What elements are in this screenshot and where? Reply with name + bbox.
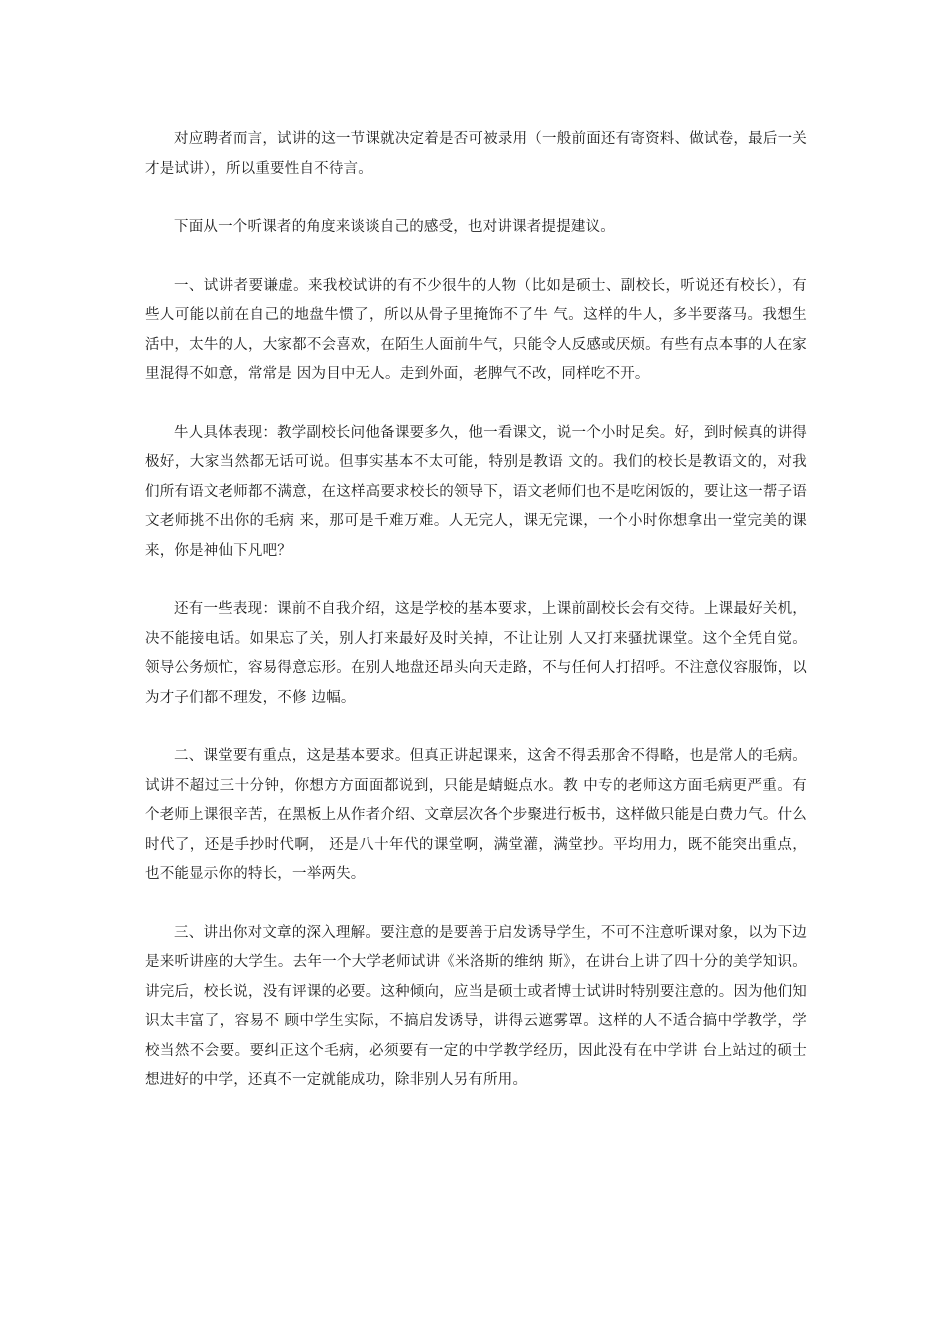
paragraph-intro: 对应聘者而言，试讲的这一节课就决定着是否可被录用（一般前面还有寄资料、做试卷，最后一关才是试讲），所以重要性自不待言。 [145, 131, 807, 177]
paragraph-point-three: 三、讲出你对文章的深入理解。要注意的是要善于启发诱导学生，不可不注意听课对象，以为下边是来听讲座的大学生。去年一个大学老师试讲《米洛斯的维纳 斯》，在讲台上讲了四十分的美学知识。讲完后，校长说，没有评课的必要。这种倾向，应当是硕士或者博士试讲时特别要注意的。因为他们知识太丰富了，容易不 顾中学生实际，不搞启发诱导，讲得云遮雾罩。这样的人不适合搞中学教学，学校当然不会要。要纠正这个毛病，必须要有一定的中学教学经历，因此没有在中学讲 台上站过的硕士想进好的中学，还真不一定就能成功，除非别人另有所用。 [145, 924, 807, 1088]
paragraph-perspective: 下面从一个听课者的角度来谈谈自己的感受，也对讲课者提提建议。 [174, 219, 615, 235]
paragraph-other-behaviors: 还有一些表现：课前不自我介绍，这是学校的基本要求，上课前副校长会有交待。上课最好关机，决不能接电话。如果忘了关，别人打来最好及时关掉，不让让别 人又打来骚扰课堂。这个全凭自觉。领导公务烦忙，容易得意忘形。在别人地盘还昂头向天走路，不与任何人打招呼。不注意仪容服饰，以为才子们都不理发，不修 边幅。 [145, 601, 807, 706]
paragraph-point-two: 二、课堂要有重点，这是基本要求。但真正讲起课来，这舍不得丢那舍不得略，也是常人的毛病。试讲不超过三十分钟，你想方方面面都说到，只能是蜻蜓点水。教 中专的老师这方面毛病更严重。有个老师上课很辛苦，在黑板上从作者介绍、文章层次各个步聚进行板书，这样做只能是白费力气。什么时代了，还是手抄时代啊， 还是八十年代的课堂啊，满堂灌，满堂抄。平均用力，既不能突出重点，也不能显示你的特长，一举两失。 [145, 748, 807, 882]
paragraph-point-one: 一、试讲者要谦虚。来我校试讲的有不少很牛的人物（比如是硕士、副校长，听说还有校长），有些人可能以前在自己的地盘牛惯了，所以从骨子里掩饰不了牛 气。这样的牛人，多半要落马。我想生活中，太牛的人，大家都不会喜欢，在陌生人面前牛气，只能令人反感或厌烦。有些有点本事的人在家里混得不如意，常常是 因为目中无人。走到外面，老脾气不改，同样吃不开。 [145, 277, 807, 382]
document-body [145, 125, 807, 1125]
paragraph-arrogance-examples: 牛人具体表现：教学副校长问他备课要多久，他一看课文，说一个小时足矣。好，到时候真的讲得极好，大家当然都无话可说。但事实基本不太可能，特别是教语 文的。我们的校长是教语文的，对我们所有语文老师都不满意，在这样高要求校长的领导下，语文老师们也不是吃闲饭的，要让这一帮子语文老师挑不出你的毛病 来，那可是千难万难。人无完人，课无完课，一个小时你想拿出一堂完美的课来，你是神仙下凡吧？ [145, 424, 807, 559]
